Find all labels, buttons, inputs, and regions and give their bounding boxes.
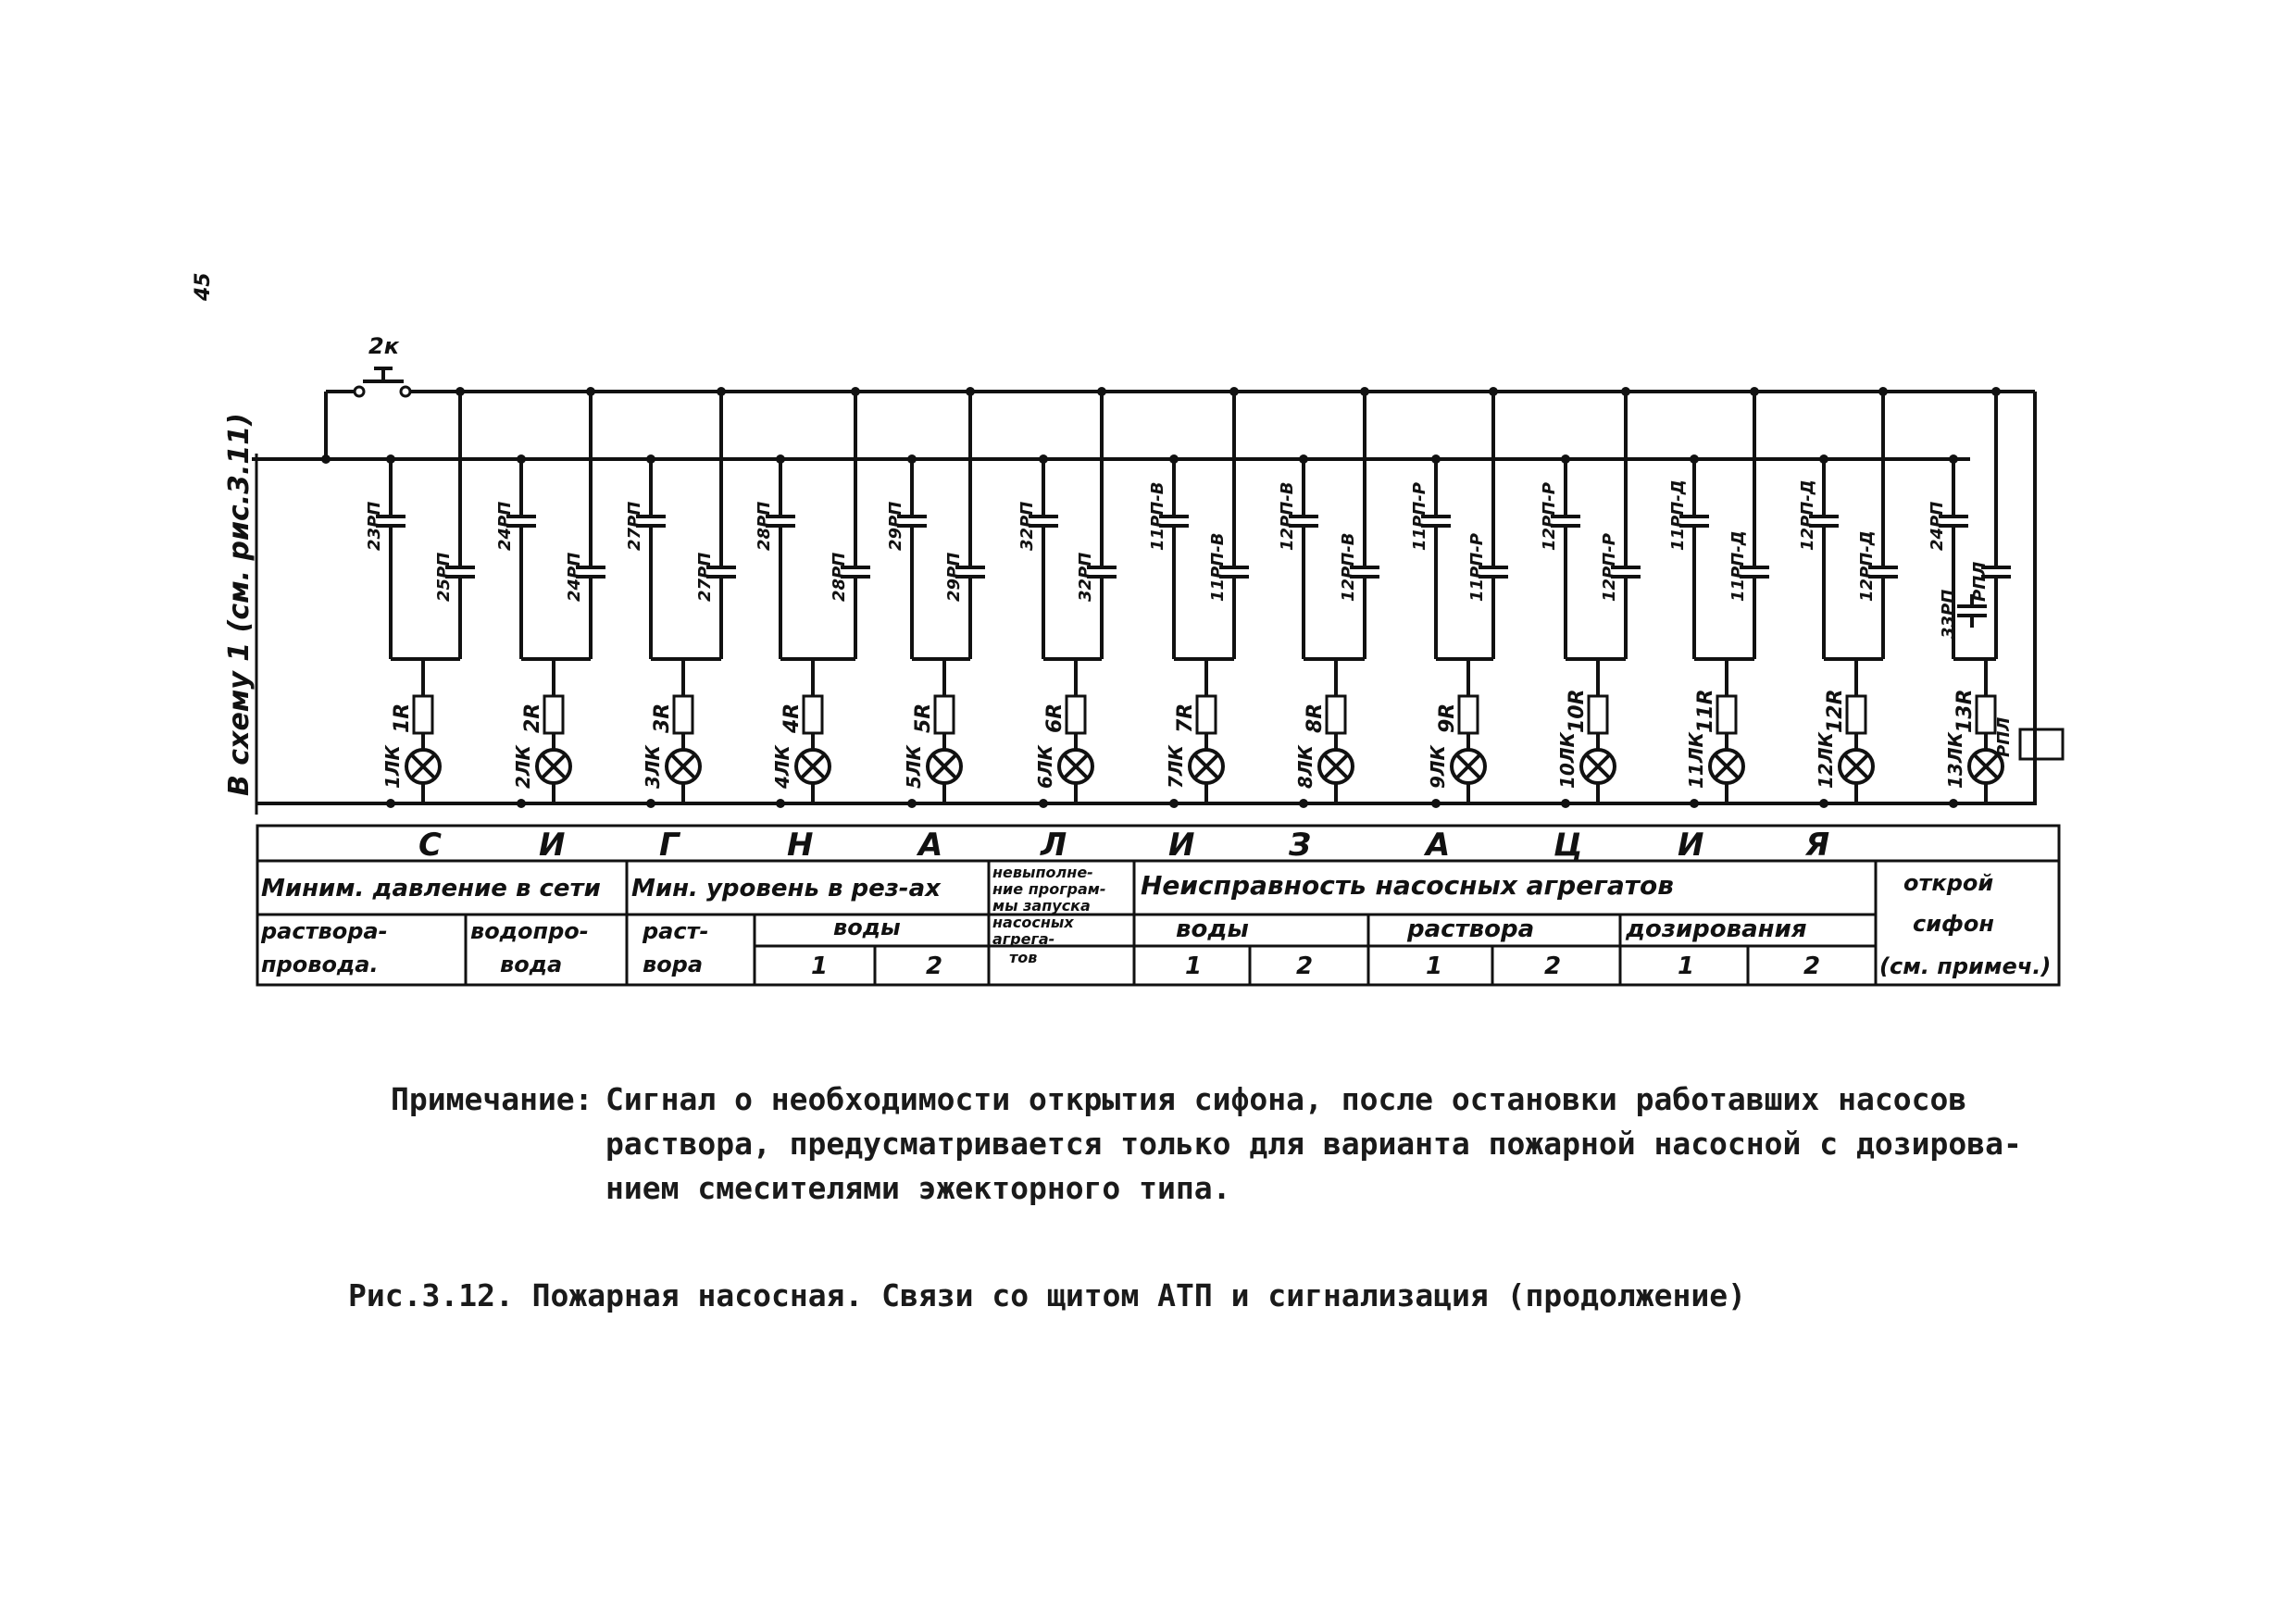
contact-label-2: 11РП-В	[1208, 532, 1228, 602]
signal-letter: Н	[787, 827, 814, 864]
open-siphon: открой сифон (см. примеч.)	[1879, 870, 2052, 979]
contact-label-2: 24РП	[565, 552, 584, 602]
contact-label-2: РПЛ	[1970, 561, 1990, 602]
failure-start: невыполне- ние програм- мы запуска насосных агрега- тов	[992, 864, 1106, 966]
solution-pipe-2: провода.	[261, 952, 379, 977]
lamp-label: 11ЛК	[1685, 732, 1707, 789]
resistor	[1847, 696, 1866, 733]
lamp-label: 13ЛК	[1944, 732, 1966, 789]
resistor	[1197, 696, 1216, 733]
signal-column-9	[1410, 387, 1508, 808]
table-text	[260, 827, 2051, 980]
lamp-label: 6ЛК	[1034, 745, 1056, 789]
water-pipe-2: вода	[500, 952, 563, 977]
lamp-label: 7ЛК	[1165, 745, 1187, 789]
solution-pipe: раствора-	[261, 918, 388, 944]
fault-1: 1	[1426, 952, 1443, 980]
signal-letter: Г	[659, 827, 680, 864]
contact-label-2: 28РП	[830, 552, 849, 602]
resistor	[1977, 696, 1995, 733]
fault-2: 2	[1803, 952, 1821, 980]
contact-label-2: 12РП-Р	[1600, 533, 1619, 602]
note-line-3: нием смесителями эжекторного типа.	[605, 1170, 1231, 1206]
contact-label-1: 23РП	[365, 501, 384, 551]
contact-label-2: 12РП-Д	[1857, 530, 1877, 602]
contact-label-1: 12РП-Р	[1540, 482, 1559, 551]
lamp-label: 10ЛК	[1556, 732, 1578, 789]
fault-dosing: дозирования	[1626, 915, 1807, 943]
water-pipe: водопро-	[470, 918, 589, 944]
resistor-label: 5R	[912, 703, 935, 733]
resistor-label: 9R	[1436, 703, 1459, 733]
resistor-label: 1R	[391, 703, 414, 733]
lamp-label: 1ЛК	[381, 745, 404, 789]
signal-letter: И	[1678, 827, 1704, 864]
signal-letter: С	[418, 827, 442, 864]
fault-water: воды	[1176, 915, 1249, 943]
note-line-2: раствора, предусматривается только для варианта пожарной насосной с дозирова-	[605, 1126, 2022, 1162]
resistor	[1067, 696, 1085, 733]
contact-label-2: 27РП	[695, 552, 715, 602]
signal-letter: И	[1168, 827, 1195, 864]
contact-label-1: 28РП	[755, 501, 774, 551]
contact-label-2: 11РП-Д	[1728, 530, 1748, 602]
signal-column-3	[625, 387, 736, 808]
min-pressure: Миним. давление в сети	[261, 875, 601, 902]
signal-column-10	[1540, 387, 1641, 808]
end-relay-label: РПЛ	[1994, 716, 2014, 757]
fault-2: 2	[1296, 952, 1314, 980]
signal-letter: А	[918, 827, 943, 864]
page-mark: 45	[192, 272, 215, 301]
contact-label-2: 25РП	[434, 552, 454, 602]
fault-1: 1	[1678, 952, 1695, 980]
signal-letter: Л	[1041, 827, 1067, 864]
contact-label-1: 32РП	[1017, 501, 1037, 551]
lamp-label: 3ЛК	[642, 745, 664, 789]
level-1: 1	[811, 952, 829, 980]
resistor	[544, 696, 563, 733]
lamp-label: 5ЛК	[903, 745, 925, 789]
signal-letter: Я	[1805, 827, 1830, 864]
resistor-label: 13R	[1953, 689, 1977, 733]
fault-solution: раствора	[1407, 915, 1535, 943]
signal-column-1	[365, 387, 475, 808]
note-line-1: Сигнал о необходимости открытия сифона, после остановки работавших насосов	[605, 1081, 1967, 1117]
min-level: Мин. уровень в рез-ах	[631, 875, 941, 902]
contact-label-1: 11РП-Р	[1410, 482, 1429, 551]
figure-caption: Рис.3.12. Пожарная насосная. Связи со щитом АТП и сигнализация (продолжение)	[348, 1277, 1746, 1313]
resistor	[1717, 696, 1736, 733]
contact-label-2: 32РП	[1076, 552, 1095, 602]
resistor-label: 8R	[1304, 703, 1327, 733]
contact-label-1: 24РП	[495, 501, 515, 551]
resistor	[414, 696, 432, 733]
signal-letter: А	[1426, 827, 1451, 864]
resistor-label: 12R	[1824, 689, 1847, 733]
signal-column-2	[495, 387, 605, 808]
fault-2: 2	[1544, 952, 1562, 980]
resistor	[1327, 696, 1345, 733]
switch-2k	[355, 333, 410, 396]
signal-column-7	[1148, 387, 1249, 808]
resistor-label: 6R	[1043, 703, 1067, 733]
contact-label-3: 33РП	[1939, 589, 1958, 639]
contact-label-1: 29РП	[886, 501, 905, 551]
contact-label-1: 24РП	[1928, 501, 1947, 551]
signal-column-4	[755, 387, 870, 808]
resistor	[1459, 696, 1478, 733]
lamp-label: 8ЛК	[1294, 745, 1316, 789]
contact-label-1: 27РП	[625, 501, 644, 551]
signal-letter: Ц	[1554, 827, 1583, 864]
pump-fault: Неисправность насосных агрегатов	[1141, 870, 1674, 901]
lamp-label: 4ЛК	[771, 745, 793, 789]
signal-columns	[365, 387, 2011, 808]
signal-column-11	[1668, 387, 1769, 808]
contact-label-1: 12РП-В	[1278, 481, 1297, 551]
signal-letter: З	[1289, 827, 1312, 864]
resistor-label: 11R	[1694, 689, 1717, 733]
resistor-label: 7R	[1174, 703, 1197, 733]
contact-label-2: 11РП-Р	[1467, 533, 1487, 602]
contact-label-1: 11РП-В	[1148, 481, 1167, 551]
lamp-label: 2ЛК	[512, 745, 534, 789]
end-relay-rpl	[1994, 717, 2063, 759]
contact-label-1: 11РП-Д	[1668, 479, 1688, 551]
resistor-label: 10R	[1566, 689, 1589, 733]
resistor	[674, 696, 693, 733]
resistor-label: 4R	[780, 703, 804, 733]
switch-label: 2к	[368, 333, 399, 359]
resistor-label: 2R	[521, 703, 544, 733]
solution-level-2: вора	[643, 952, 704, 977]
contact-label-2: 29РП	[944, 552, 964, 602]
contact-label-2: 12РП-В	[1339, 532, 1358, 602]
resistor	[1589, 696, 1607, 733]
resistor-label: 3R	[651, 703, 674, 733]
signal-column-6	[1017, 387, 1117, 808]
signal-letter: И	[539, 827, 566, 864]
resistor	[804, 696, 822, 733]
signal-column-12	[1798, 387, 1898, 808]
note-label: Примечание:	[391, 1081, 593, 1117]
side-label: В схему 1 (см. рис.3.11)	[223, 413, 256, 796]
signal-column-8	[1278, 387, 1379, 808]
contact-label-1: 12РП-Д	[1798, 479, 1817, 551]
level-2: 2	[926, 952, 943, 980]
fault-1: 1	[1185, 952, 1203, 980]
lamp-label: 9ЛК	[1427, 745, 1449, 789]
solution-level: раст-	[643, 918, 709, 944]
water-level: воды	[833, 915, 901, 940]
resistor	[935, 696, 954, 733]
signal-column-5	[886, 387, 985, 808]
lamp-label: 12ЛК	[1815, 732, 1837, 789]
